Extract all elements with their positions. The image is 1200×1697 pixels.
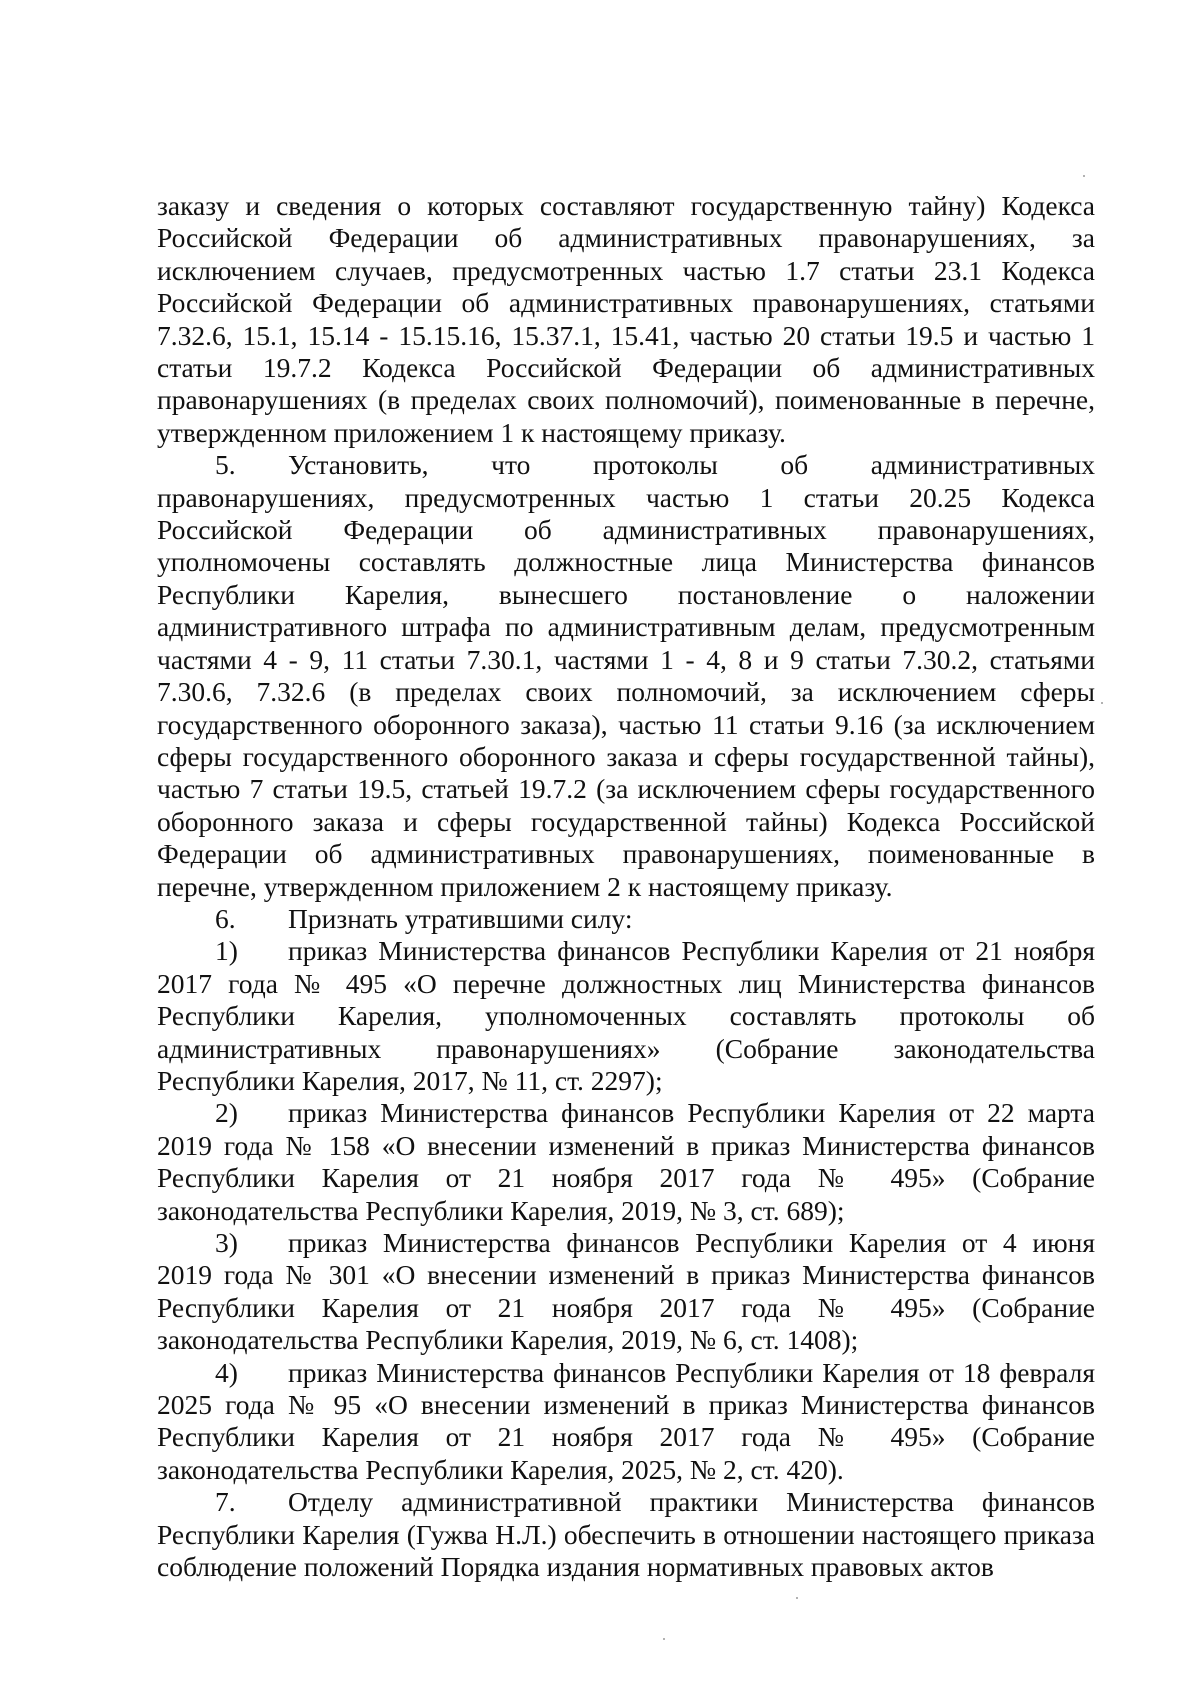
paragraph-number: 6. — [215, 902, 236, 934]
subitem-number: 1) — [215, 935, 238, 967]
scan-speck — [1101, 702, 1103, 704]
paragraph-continuation — [157, 190, 1095, 449]
subitem-3 — [157, 1227, 1095, 1357]
subitem-text: приказ Министерства финансов Республики Карелия от 22 марта 2019 года № 158 «О внесении изменений в приказ Министерства финансов Республики Карелия от 21 ноября 2017 года № 495» (Собрание законодательства Республики Карелия, 2019, № 3, ст. 689); — [157, 1097, 1095, 1226]
subitem-1 — [157, 935, 1095, 1097]
paragraph-text: Признать утратившими силу: — [288, 902, 633, 934]
subitem-2 — [157, 1097, 1095, 1227]
subitem-text: приказ Министерства финансов Республики Карелия от 18 февраля 2025 года № 95 «О внесении изменений в приказ Министерства финансов Республики Карелия от 21 ноября 2017 года № 495» (Собрание законодательства Республики Карелия, 2025, № 2, ст. 420). — [157, 1356, 1095, 1485]
paragraph-item-7 — [157, 1486, 1095, 1583]
paragraph-item-6 — [157, 903, 1095, 935]
scan-speck — [663, 1638, 665, 1640]
subitem-number: 2) — [215, 1097, 238, 1129]
paragraph-text: Отделу административной практики Министерства финансов Республики Карелия (Гужва Н.Л.) обеспечить в отношении настоящего приказа соблюдение положений Порядка издания нормативных правовых актов — [157, 1486, 1095, 1583]
subitem-4 — [157, 1357, 1095, 1487]
paragraph-item-5 — [157, 449, 1095, 903]
paragraph-number: 7. — [215, 1486, 236, 1518]
scan-speck — [796, 1597, 798, 1599]
paragraph-text: заказу и сведения о которых составляют государственную тайну) Кодекса Российской Федерации об административных правонарушениях, за исключением случаев, предусмотренных частью 1.7 статьи 23.1 Кодекса Российской Федерации об административных правонарушениях, статьями 7.32.6, 15.1, 15.14 - 15.15.16, 15.37.1, 15.41, частью 20 статьи 19.5 и частью 1 статьи 19.7.2 Кодекса Российской Федерации об административных правонарушениях (в пределах своих полномочий), поименованные в перечне, утвержденном приложением 1 к настоящему приказу. — [157, 190, 1095, 448]
document-body — [157, 190, 1095, 1583]
subitem-text: приказ Министерства финансов Республики Карелия от 21 ноября 2017 года № 495 «О перечне должностных лиц Министерства финансов Республики Карелия, уполномоченных составлять протоколы об административных правонарушениях» (Собрание законодательства Республики Карелия, 2017, № 11, ст. 2297); — [157, 935, 1095, 1096]
scan-speck — [1083, 175, 1085, 177]
subitem-text: приказ Министерства финансов Республики Карелия от 4 июня 2019 года № 301 «О внесении изменений в приказ Министерства финансов Республики Карелия от 21 ноября 2017 года № 495» (Собрание законодательства Республики Карелия, 2019, № 6, ст. 1408); — [157, 1227, 1095, 1356]
paragraph-number: 5. — [215, 449, 236, 481]
paragraph-text: Установить, что протоколы об административных правонарушениях, предусмотренных частью 1 статьи 20.25 Кодекса Российской Федерации об административных правонарушениях, уполномочены составлять должностные лица Министерства финансов Республики Карелия, вынесшего постановление о наложении административного штрафа по административным делам, предусмотренным частями 4 - 9, 11 статьи 7.30.1, частями 1 - 4, 8 и 9 статьи 7.30.2, статьями 7.30.6, 7.32.6 (в пределах своих полномочий, за исключением сферы государственного оборонного заказа), частью 11 статьи 9.16 (за исключением сферы государственного оборонного заказа и сферы государственной тайны), частью 7 статьи 19.5, статьей 19.7.2 (за исключением сферы государственного оборонного заказа и сферы государственной тайны) Кодекса Российской Федерации об административных правонарушениях, поименованные в перечне, утвержденном приложением 2 к настоящему приказу. — [157, 449, 1095, 902]
subitem-number: 3) — [215, 1227, 238, 1258]
subitem-number: 4) — [215, 1356, 238, 1388]
